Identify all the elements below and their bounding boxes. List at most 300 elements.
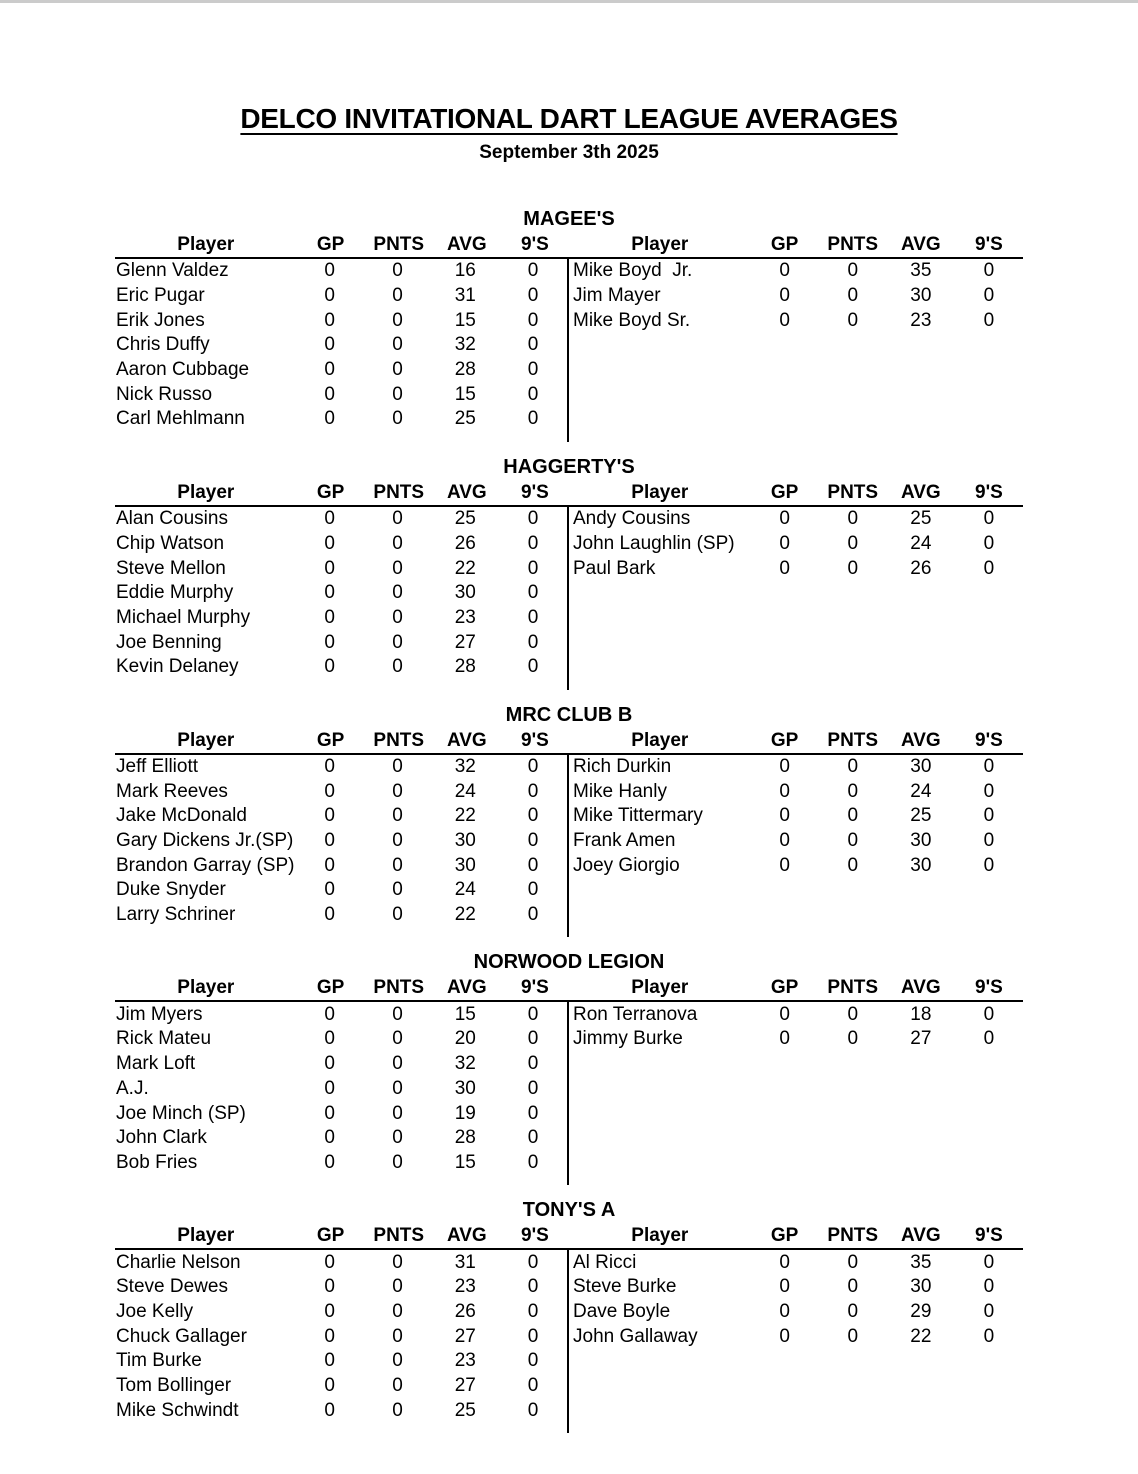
- stat-avg: 35: [910, 1251, 932, 1273]
- table-row: [115, 630, 567, 655]
- table-row: [115, 333, 567, 358]
- stat-avg: 27: [454, 1325, 476, 1347]
- player-name: John Clark: [116, 1127, 207, 1149]
- player-name: Joey Giorgio: [573, 854, 680, 876]
- stat-gp: 0: [779, 755, 790, 777]
- team-title: MAGEE'S: [523, 208, 615, 230]
- stat-avg: 25: [910, 805, 932, 827]
- col-header-player: Player: [631, 1225, 689, 1247]
- stat-pnts: 0: [392, 904, 403, 926]
- col-header-9s: 9'S: [975, 234, 1003, 255]
- player-name: Duke Snyder: [116, 879, 226, 901]
- player-name: Joe Benning: [116, 631, 222, 653]
- stat-avg: 24: [454, 780, 476, 802]
- table-row: [569, 1275, 1023, 1300]
- stat-pnts: 0: [847, 309, 859, 331]
- team-title: MRC CLUB B: [505, 703, 633, 726]
- table-row: [569, 308, 1023, 333]
- stat-9s: 0: [527, 557, 539, 579]
- stat-gp: 0: [324, 1300, 335, 1322]
- document-page: [115, 0, 1023, 1446]
- player-name: Chris Duffy: [116, 334, 210, 356]
- stat-9s: 0: [527, 805, 539, 827]
- roster-left: [115, 259, 569, 442]
- team-section: [115, 703, 1023, 938]
- stat-avg: 32: [454, 755, 476, 777]
- col-header-9s: 9'S: [521, 1225, 549, 1247]
- stat-pnts: 0: [392, 631, 403, 653]
- stat-pnts: 0: [392, 309, 403, 331]
- stat-gp: 0: [779, 1325, 790, 1347]
- col-header-9s: 9'S: [975, 481, 1003, 503]
- stat-9s: 0: [527, 309, 539, 331]
- stat-avg: 22: [454, 805, 476, 827]
- player-name: Mike Hanly: [573, 780, 667, 802]
- stat-pnts: 0: [847, 557, 859, 579]
- stat-pnts: 0: [847, 1028, 859, 1050]
- table-row: [115, 382, 567, 407]
- table-row: [569, 259, 1023, 284]
- col-header-player: Player: [177, 234, 235, 255]
- stat-gp: 0: [324, 631, 335, 653]
- table-row: [115, 284, 567, 309]
- col-header-gp: GP: [316, 977, 345, 999]
- stat-avg: 27: [910, 1028, 932, 1050]
- stat-avg: 26: [910, 557, 932, 579]
- table-row: [569, 829, 1023, 854]
- stat-avg: 31: [454, 285, 476, 307]
- table-row: [115, 532, 567, 557]
- stat-avg: 20: [454, 1028, 476, 1050]
- stat-9s: 0: [527, 1325, 539, 1347]
- table-row: [115, 407, 567, 432]
- stat-avg: 32: [454, 1053, 476, 1075]
- stat-pnts: 0: [847, 1276, 859, 1298]
- player-name: Alan Cousins: [116, 508, 228, 530]
- team-section: [115, 1198, 1023, 1433]
- table-row: [569, 1027, 1023, 1052]
- player-name: Mike Boyd Sr.: [573, 309, 691, 331]
- player-name: John Gallaway: [573, 1325, 698, 1347]
- stat-9s: 0: [527, 879, 539, 901]
- col-header-avg: AVG: [900, 729, 941, 751]
- table-row: [115, 1101, 567, 1126]
- team-section: [115, 455, 1023, 690]
- player-name: Tom Bollinger: [116, 1375, 232, 1397]
- stat-9s: 0: [527, 1077, 539, 1099]
- roster-right: [569, 1250, 1023, 1349]
- stat-9s: 0: [527, 1053, 539, 1075]
- stat-gp: 0: [324, 1276, 335, 1298]
- table-row: [115, 1052, 567, 1077]
- roster-right: [569, 507, 1023, 581]
- stat-pnts: 0: [392, 260, 403, 282]
- table-row: [569, 1002, 1023, 1027]
- table-row: [115, 1027, 567, 1052]
- stat-gp: 0: [779, 532, 790, 554]
- stat-gp: 0: [324, 1102, 335, 1124]
- stat-pnts: 0: [392, 1325, 403, 1347]
- table-row: [115, 903, 567, 928]
- stat-pnts: 0: [847, 1251, 859, 1273]
- col-header-avg: AVG: [900, 977, 941, 999]
- col-header-gp: GP: [316, 481, 345, 503]
- player-name: Al Ricci: [573, 1251, 637, 1273]
- stat-pnts: 0: [392, 582, 403, 604]
- stat-gp: 0: [324, 508, 335, 530]
- table-row: [569, 779, 1023, 804]
- player-name: John Laughlin (SP): [573, 532, 735, 554]
- stat-9s: 0: [983, 1003, 995, 1025]
- stat-avg: 28: [454, 656, 476, 678]
- roster-left: [115, 1250, 569, 1433]
- stat-pnts: 0: [847, 260, 859, 282]
- stats-table-header: [115, 728, 1023, 755]
- stat-pnts: 0: [847, 854, 859, 876]
- stat-9s: 0: [983, 285, 995, 307]
- table-row: [115, 853, 567, 878]
- roster-right: [569, 755, 1023, 878]
- stat-pnts: 0: [847, 1003, 859, 1025]
- stat-avg: 27: [454, 1375, 476, 1397]
- stat-gp: 0: [779, 1003, 790, 1025]
- stat-avg: 29: [910, 1300, 932, 1322]
- table-row: [569, 1250, 1023, 1275]
- stat-avg: 31: [454, 1251, 476, 1273]
- stat-avg: 23: [454, 1350, 476, 1372]
- stat-gp: 0: [324, 879, 335, 901]
- player-name: Bob Fries: [116, 1151, 198, 1173]
- stat-gp: 0: [324, 285, 335, 307]
- stat-gp: 0: [324, 904, 335, 926]
- table-row: [569, 556, 1023, 581]
- col-header-player: Player: [177, 481, 235, 503]
- stat-9s: 0: [527, 1300, 539, 1322]
- player-name: Chip Watson: [116, 532, 225, 554]
- stat-gp: 0: [324, 755, 335, 777]
- col-header-9s: 9'S: [521, 481, 549, 503]
- stat-pnts: 0: [392, 1053, 403, 1075]
- stat-pnts: 0: [847, 780, 859, 802]
- col-header-gp: GP: [316, 729, 345, 751]
- table-row: [115, 1002, 567, 1027]
- player-name: Steve Mellon: [116, 557, 226, 579]
- stat-9s: 0: [527, 854, 539, 876]
- stat-gp: 0: [324, 780, 335, 802]
- stat-pnts: 0: [392, 879, 403, 901]
- table-row: [115, 507, 567, 532]
- table-row: [115, 1077, 567, 1102]
- stat-gp: 0: [324, 1375, 335, 1397]
- player-name: Kevin Delaney: [116, 656, 239, 678]
- stat-9s: 0: [527, 285, 539, 307]
- player-name: Brandon Garray (SP): [116, 854, 295, 876]
- col-header-pnts: PNTS: [827, 234, 879, 255]
- stat-avg: 23: [454, 1276, 476, 1298]
- col-header-pnts: PNTS: [827, 1225, 879, 1247]
- stat-gp: 0: [324, 1151, 335, 1173]
- stat-gp: 0: [324, 1053, 335, 1075]
- stat-9s: 0: [527, 1151, 539, 1173]
- player-name: Jeff Elliott: [116, 755, 199, 777]
- stat-pnts: 0: [392, 1077, 403, 1099]
- stat-gp: 0: [779, 805, 790, 827]
- stat-pnts: 0: [392, 755, 403, 777]
- roster-left: [115, 507, 569, 690]
- table-row: [115, 1324, 567, 1349]
- player-name: Mark Reeves: [116, 780, 228, 802]
- stat-avg: 19: [454, 1102, 476, 1124]
- stat-9s: 0: [527, 1350, 539, 1372]
- col-header-avg: AVG: [446, 729, 487, 751]
- player-name: Jake McDonald: [116, 805, 247, 827]
- stat-gp: 0: [324, 309, 335, 331]
- stat-pnts: 0: [392, 1399, 403, 1421]
- stat-9s: 0: [983, 854, 995, 876]
- stat-9s: 0: [983, 1276, 995, 1298]
- stat-pnts: 0: [392, 780, 403, 802]
- col-header-player: Player: [631, 234, 689, 255]
- stat-9s: 0: [983, 1300, 995, 1322]
- stat-9s: 0: [983, 1325, 995, 1347]
- player-name: Paul Bark: [573, 557, 656, 579]
- stat-gp: 0: [324, 805, 335, 827]
- col-header-player: Player: [631, 481, 689, 503]
- stat-gp: 0: [324, 383, 335, 405]
- stats-table-header: [115, 232, 1023, 259]
- stat-9s: 0: [527, 1003, 539, 1025]
- stat-avg: 28: [454, 1127, 476, 1149]
- stat-pnts: 0: [392, 532, 403, 554]
- stat-avg: 15: [454, 383, 476, 405]
- stat-pnts: 0: [392, 383, 403, 405]
- stat-gp: 0: [324, 830, 335, 852]
- stat-gp: 0: [779, 1028, 790, 1050]
- stat-pnts: 0: [847, 1300, 859, 1322]
- col-header-pnts: PNTS: [827, 977, 879, 999]
- stat-pnts: 0: [847, 532, 859, 554]
- stat-pnts: 0: [392, 334, 403, 356]
- stat-gp: 0: [779, 1276, 790, 1298]
- stat-pnts: 0: [392, 1102, 403, 1124]
- table-row: [115, 1151, 567, 1176]
- table-row: [569, 507, 1023, 532]
- col-header-player: Player: [177, 729, 235, 751]
- stat-avg: 30: [454, 830, 476, 852]
- col-header-avg: AVG: [900, 1225, 941, 1247]
- stat-9s: 0: [983, 1028, 995, 1050]
- stat-pnts: 0: [847, 805, 859, 827]
- table-row: [569, 532, 1023, 557]
- stat-9s: 0: [527, 904, 539, 926]
- player-name: Larry Schriner: [116, 904, 236, 926]
- table-row: [569, 1324, 1023, 1349]
- stat-9s: 0: [983, 805, 995, 827]
- stat-pnts: 0: [392, 359, 403, 381]
- stat-pnts: 0: [392, 805, 403, 827]
- stat-avg: 32: [454, 334, 476, 356]
- stat-avg: 23: [454, 606, 476, 628]
- col-header-avg: AVG: [446, 234, 487, 255]
- col-header-pnts: PNTS: [827, 481, 879, 503]
- table-row: [115, 1275, 567, 1300]
- stats-table-header: [115, 1223, 1023, 1250]
- stat-gp: 0: [779, 285, 790, 307]
- stat-avg: 30: [910, 285, 932, 307]
- stat-gp: 0: [324, 1325, 335, 1347]
- stat-avg: 25: [454, 408, 476, 430]
- col-header-gp: GP: [316, 1225, 345, 1247]
- col-header-avg: AVG: [900, 481, 941, 503]
- stat-9s: 0: [983, 532, 995, 554]
- player-name: Frank Amen: [573, 830, 676, 852]
- player-name: Nick Russo: [116, 383, 213, 405]
- player-name: A.J.: [116, 1077, 149, 1099]
- stat-9s: 0: [527, 1102, 539, 1124]
- stat-avg: 30: [910, 1276, 932, 1298]
- table-row: [115, 308, 567, 333]
- col-header-pnts: PNTS: [373, 729, 425, 751]
- stat-avg: 30: [454, 1077, 476, 1099]
- stat-avg: 28: [454, 359, 476, 381]
- stat-pnts: 0: [392, 1251, 403, 1273]
- stat-gp: 0: [324, 1350, 335, 1372]
- col-header-player: Player: [177, 1225, 235, 1247]
- table-row: [115, 358, 567, 383]
- col-header-9s: 9'S: [521, 729, 549, 751]
- stat-pnts: 0: [392, 1276, 403, 1298]
- stat-pnts: 0: [392, 830, 403, 852]
- stat-pnts: 0: [847, 285, 859, 307]
- col-header-avg: AVG: [900, 234, 941, 255]
- stat-9s: 0: [527, 631, 539, 653]
- player-name: Glenn Valdez: [116, 260, 229, 282]
- stat-pnts: 0: [392, 1300, 403, 1322]
- stat-gp: 0: [324, 1127, 335, 1149]
- col-header-gp: GP: [770, 481, 799, 503]
- player-name: Mike Schwindt: [116, 1399, 239, 1421]
- player-name: Jimmy Burke: [573, 1028, 683, 1050]
- stat-gp: 0: [779, 830, 790, 852]
- stat-9s: 0: [527, 532, 539, 554]
- stat-gp: 0: [324, 1399, 335, 1421]
- player-name: Dave Boyle: [573, 1300, 671, 1322]
- table-row: [115, 581, 567, 606]
- col-header-pnts: PNTS: [373, 1225, 425, 1247]
- col-header-player: Player: [631, 977, 689, 999]
- stat-gp: 0: [779, 854, 790, 876]
- stat-pnts: 0: [392, 1151, 403, 1173]
- stat-gp: 0: [779, 557, 790, 579]
- stat-9s: 0: [983, 1251, 995, 1273]
- stat-9s: 0: [527, 830, 539, 852]
- table-row: [115, 878, 567, 903]
- player-name: Tim Burke: [116, 1350, 202, 1372]
- stat-avg: 15: [454, 1151, 476, 1173]
- stat-avg: 35: [910, 260, 932, 282]
- stat-pnts: 0: [392, 606, 403, 628]
- table-row: [115, 1374, 567, 1399]
- table-row: [115, 259, 567, 284]
- team-sections: [115, 207, 1023, 1433]
- stat-gp: 0: [324, 334, 335, 356]
- table-row: [115, 1349, 567, 1374]
- stat-avg: 25: [454, 508, 476, 530]
- stat-9s: 0: [983, 309, 995, 331]
- player-name: Michael Murphy: [116, 606, 251, 628]
- stat-avg: 22: [454, 904, 476, 926]
- table-row: [115, 606, 567, 631]
- stat-9s: 0: [527, 408, 539, 430]
- player-name: Steve Burke: [573, 1276, 677, 1298]
- stat-pnts: 0: [392, 1003, 403, 1025]
- roster-left: [115, 1002, 569, 1185]
- stat-gp: 0: [324, 408, 335, 430]
- stat-9s: 0: [527, 260, 539, 282]
- stat-avg: 22: [910, 1325, 932, 1347]
- col-header-pnts: PNTS: [373, 234, 425, 255]
- stat-gp: 0: [779, 1251, 790, 1273]
- stat-gp: 0: [324, 656, 335, 678]
- stat-gp: 0: [779, 780, 790, 802]
- stat-avg: 15: [454, 1003, 476, 1025]
- stat-avg: 24: [910, 780, 932, 802]
- table-row: [569, 284, 1023, 309]
- stat-avg: 30: [454, 854, 476, 876]
- player-name: Eddie Murphy: [116, 582, 234, 604]
- stat-gp: 0: [779, 508, 790, 530]
- table-row: [115, 1300, 567, 1325]
- stat-gp: 0: [324, 532, 335, 554]
- player-name: Charlie Nelson: [116, 1251, 241, 1273]
- col-header-avg: AVG: [446, 1225, 487, 1247]
- stat-pnts: 0: [392, 854, 403, 876]
- stat-9s: 0: [527, 359, 539, 381]
- player-name: Jim Mayer: [573, 285, 661, 307]
- stat-avg: 24: [910, 532, 932, 554]
- stat-9s: 0: [527, 334, 539, 356]
- col-header-gp: GP: [770, 234, 799, 255]
- stat-gp: 0: [324, 1003, 335, 1025]
- col-header-gp: GP: [770, 977, 799, 999]
- col-header-9s: 9'S: [521, 234, 549, 255]
- stat-pnts: 0: [847, 508, 859, 530]
- stat-avg: 22: [454, 557, 476, 579]
- stat-9s: 0: [983, 508, 995, 530]
- col-header-player: Player: [177, 977, 235, 999]
- stat-pnts: 0: [392, 408, 403, 430]
- table-row: [569, 853, 1023, 878]
- page-title: DELCO INVITATIONAL DART LEAGUE AVERAGES: [240, 103, 898, 134]
- player-name: Erik Jones: [116, 309, 205, 331]
- stat-9s: 0: [527, 1251, 539, 1273]
- player-name: Rich Durkin: [573, 755, 672, 777]
- col-header-player: Player: [631, 729, 689, 751]
- stat-avg: 16: [454, 260, 476, 282]
- stat-9s: 0: [527, 1028, 539, 1050]
- player-name: Gary Dickens Jr.(SP): [116, 830, 294, 852]
- stat-pnts: 0: [392, 656, 403, 678]
- stat-9s: 0: [527, 1276, 539, 1298]
- stat-pnts: 0: [847, 755, 859, 777]
- stat-9s: 0: [527, 508, 539, 530]
- team-title: NORWOOD LEGION: [473, 951, 665, 974]
- col-header-9s: 9'S: [975, 729, 1003, 751]
- stat-avg: 30: [910, 854, 932, 876]
- table-row: [115, 804, 567, 829]
- player-name: Eric Pugar: [116, 285, 205, 307]
- stat-9s: 0: [983, 780, 995, 802]
